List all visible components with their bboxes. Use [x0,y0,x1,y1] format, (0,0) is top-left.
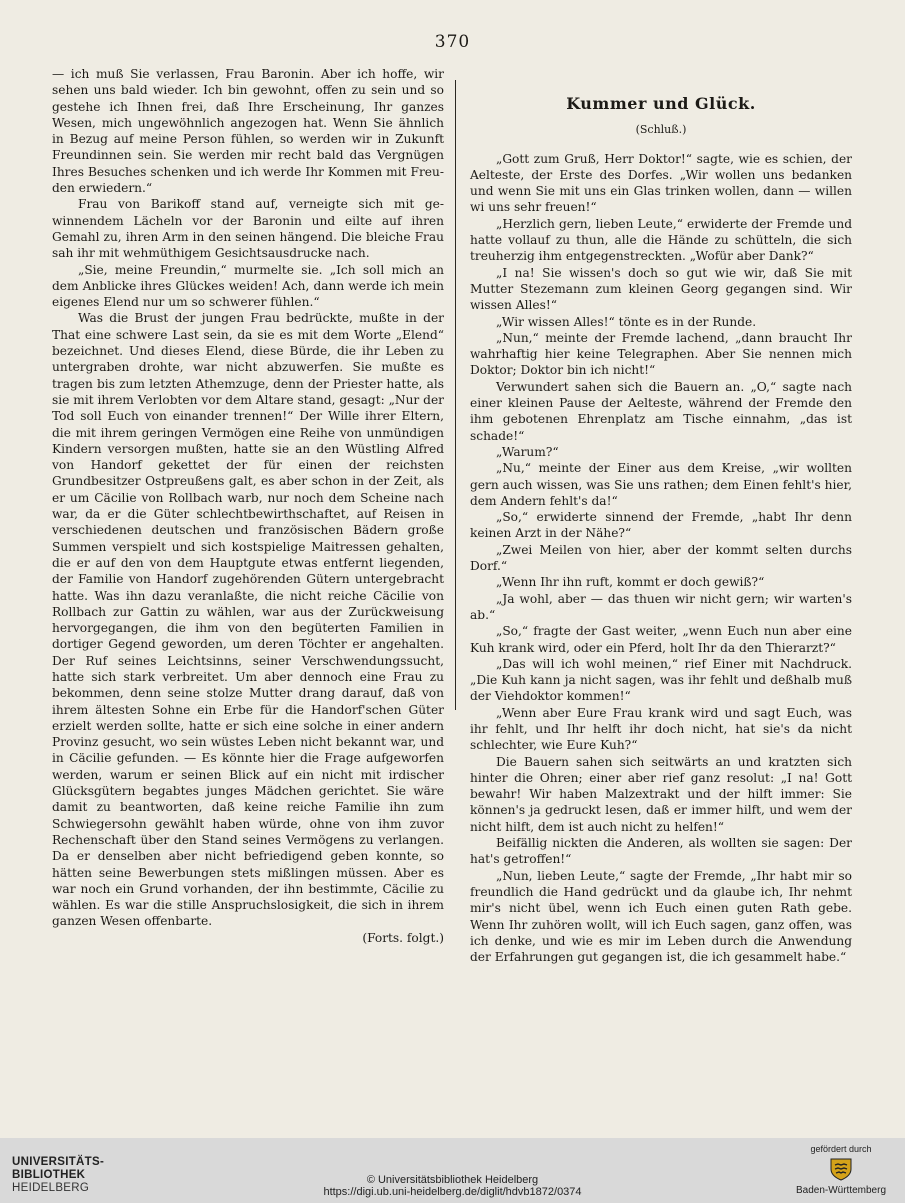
state-emblem-icon [828,1157,854,1181]
sponsor-label: gefördert durch [810,1144,872,1154]
right-paragraph-1: „Gott zum Gruß, Herr Doktor!“ sagte, wie es schien, der Aelteste, der Erste des Dorfes. „Wir wollen uns bedanken und wenn Sie mit uns ein Glas trinken wollen, dann — willen wi uns sehr freuen!“ [470,151,852,215]
right-paragraph-2: „Herzlich gern, lieben Leute,“ erwiderte der Fremde und hatte vollauf zu thun, alle die Hände zu schütteln, die sich treuherzig ihm entgegenstreckten. „Wofür aber Dank?“ [470,216,852,264]
right-paragraph-4: „Wir wissen Alles!“ tönte es in der Runde. [496,314,757,329]
right-paragraph-5: „Nun,“ meinte der Fremde lachend, „dann braucht Ihr wahrhaftig hier keine Telegraphen. Aber Sie nennen mich Doktor; Doktor bin ich nicht!“ [470,330,852,378]
viewer-footer [0,1138,905,1203]
library-name-line-3: HEIDELBERG [12,1182,90,1194]
left-paragraph-1: — ich muß Sie verlassen, Frau Baronin. Aber ich hoffe, wir sehen uns bald wieder. Ich bin gewohnt, offen zu sein und so gestehe ich Ihnen frei, daß Ihre Erscheinung, Ihr ganzes Wesen, mich ungewöhnlich angezogen hat. Wenn Sie ähnlich in Bezug auf meine Person fühlen, so werden wir in Zukunft Freundinnen sein. Sie werden mir recht bald das Vergnügen Ihres Besuches schenken und ich werde Ihr Kommen mit Freuden erwiedern.“ [52,67,444,196]
right-paragraph-15: „Wenn aber Eure Frau krank wird und sagt Euch, was ihr fehlt, und Ihr helft ihr doch nicht, hat sie's da nicht schlechter, wie Eure Kuh?“ [470,705,852,753]
right-paragraph-3: „I na! Sie wissen's doch so gut wie wir, daß Sie mit Mutter Stezemann zum kleinen Georg gegangen sind. Wir wissen Alles!“ [470,265,852,313]
right-paragraph-16: Die Bauern sahen sich seitwärts an und kratzten sich hinter die Ohren; einer aber rief ganz resolut: „I na! Gott bewahr! Wir haben Malzextrakt und der hilft immer: Sie können's ja gedruckt lesen, daß er immer hilft, und wem der nicht hilft, dem ist auch nicht zu helfen!“ [470,754,852,834]
sponsor-block[interactable] [791,1144,891,1196]
continuation-note: (Forts. folgt.) [362,930,444,945]
right-paragraph-6: Verwundert sahen sich die Bauern an. „O,“ sagte nach einer kleinen Pause der Aelteste, während der Fremde den ihm gebotenen Ehrenplatz am Tische einnahm, „das ist schade!“ [470,379,852,443]
copyright-text: © Universitätsbibliothek Heidelberg [366,1174,539,1186]
library-name-line-2: BIBLIOTHEK [12,1169,86,1181]
copyright-notice [0,1174,905,1198]
story-subtitle: (Schluß.) [635,123,687,137]
right-column [470,96,852,965]
right-paragraph-18: „Nun, lieben Leute,“ sagte der Fremde, „Ihr habt mir so freundlich die Hand gedrückt und da glaube ich, Ihr nehmt mir's nicht übel, wenn ich Euch einen guten Rath gebe. Wenn Ihr zuhören wollt, will ich Euch sagen, ganz offen, was ich denke, und wie es mir im Leben durch die Anwendung der Erfahrungen gut gegangen ist, die ich gesammelt habe.“ [470,868,852,965]
left-paragraph-2: Frau von Barikoff stand auf, verneigte sich mit gewinnendem Lächeln vor der Baronin und eilte auf ihren Gemahl zu, ihren Arm in den seinen hängend. Die bleiche Frau sah ihr mit wehmüthigem Gesichtsausdrucke nach. [52,197,444,261]
page-number: 370 [434,32,471,52]
right-paragraph-13: „So,“ fragte der Gast weiter, „wenn Euch nun aber eine Kuh krank wird, oder ein Pferd, holt Ihr da den Thierarzt?“ [470,624,852,655]
right-paragraph-14: „Das will ich wohl meinen,“ rief Einer mit Nachdruck. „Die Kuh kann ja nicht sagen, was ihr fehlt und deßhalb muß der Viehdoktor kommen!“ [470,656,852,704]
right-paragraph-10: „Zwei Meilen von hier, aber der kommt selten durchs Dorf.“ [470,542,852,574]
permalink[interactable]: https://digi.ub.uni-heidelberg.de/diglit/hdvb1872/0374 [323,1186,582,1198]
column-divider [455,80,456,710]
right-paragraph-17: Beifällig nickten die Anderen, als wollten sie sagen: Der hat's getroffen!“ [470,836,852,867]
sponsor-name: Baden-Württemberg [795,1185,887,1196]
right-paragraph-11: „Wenn Ihr ihn ruft, kommt er doch gewiß?“ [496,575,765,590]
library-name-line-1: UNIVERSITÄTS- [12,1156,105,1168]
right-paragraph-12: „Ja wohl, aber — das thuen wir nicht gern; wir warten's ab.“ [470,591,852,622]
left-column [52,66,444,946]
right-paragraph-8: „Nu,“ meinte der Einer aus dem Kreise, „wir wollten gern auch wissen, was Sie uns rathen; dem Einen fehlt's hier, dem Andern fehlt's da!“ [470,461,852,508]
left-paragraph-3: „Sie, meine Freundin,“ murmelte sie. „Ich soll mich an dem Anblicke ihres Glückes weiden! Ach, dann werde ich mein eigenes Elend nur um so schwerer fühlen.“ [52,262,444,310]
story-title: Kummer und Glück. [566,94,756,113]
right-paragraph-9: „So,“ erwiderte sinnend der Fremde, „habt Ihr denn keinen Arzt in der Nähe?“ [470,510,852,541]
right-paragraph-7: „Warum?“ [496,444,559,459]
left-paragraph-4: Was die Brust der jungen Frau bedrückte, mußte in der That eine schwere Last sein, da sie es mit dem Worte „Elend“ bezeichnet. Und dieses Elend, diese Bürde, die ihr Leben zu untergraben drohte, war nicht abzuwerfen. Sie mußte es tragen bis zum letzten Athemzuge, denn der Priester hatte, als sie mit ihrem Verlobten vor dem Altare stand, gesagt: „Nur der Tod soll Euch von einander trennen!“ Der Wille ihrer Eltern, die mit ihrem geringen Vermögen eine Reihe von unmündigen Kindern versorgen mußten, hatte sie an den Wüstling Alfred von Handorf gekettet der für einen der reichsten Grundbesitzer Ostpreußens galt, es aber schon in der Zeit, als er um Cäcilie von Rollbach warb, nur noch dem Scheine nach war, da er die Güter schlechtbewirthschaftet, auf Reisen in verschiedenen deutschen und französischen Bädern große Summen verspielt und sich kostspielige Maitressen gehalten, die er auf den von dem Hauptgute etwas entfernt liegenden, der Familie von Handorf zugehörenden Gütern untergebracht hatte. Was ihn dazu veranlaßte, die nicht reiche Cäcilie von Rollbach zur Gattin zu wählen, war aus der Zurückweisung hervorgegangen, die ihm von den begüterten Familien in dortiger Gegend geworden, um deren Töchter er angehalten. Der Ruf seines Leichtsinns, seiner Verschwendungssucht, hatte sich stark verbreitet. Um aber dennoch eine Frau zu bekommen, denn seine stolze Mutter drang darauf, daß von ihrem ältesten Sohne ein Erbe für die Handorf'schen Güter erzielt werden sollte, hatte er sich eine solche in einer andern Provinz gesucht, wo sein wüstes Leben nicht bekannt war, und in Cäcilie gefunden. — Es könnte hier die Frage aufgeworfen werden, warum er seinen Blick auf ein nicht mit irdischer Glücksgütern begabtes junges Mädchen gerichtet. Sie wäre damit zu beantworten, daß keine reiche Familie ihn zum Schwiegersohn gewählt haben würde, ohne von ihm zuvor Rechenschaft über den Stand seines Vermögens zu verlangen. Da er denselben aber nicht befriedigend geben konnte, so hätten seine Bewerbungen stets mißlingen müssen. Aber es war noch ein Grund vorhanden, der ihn bestimmte, Cäcilie zu wählen. Es war die stille Anspruchslosigkeit, die sich in ihrem ganzen Wesen offenbarte. [52,311,444,929]
